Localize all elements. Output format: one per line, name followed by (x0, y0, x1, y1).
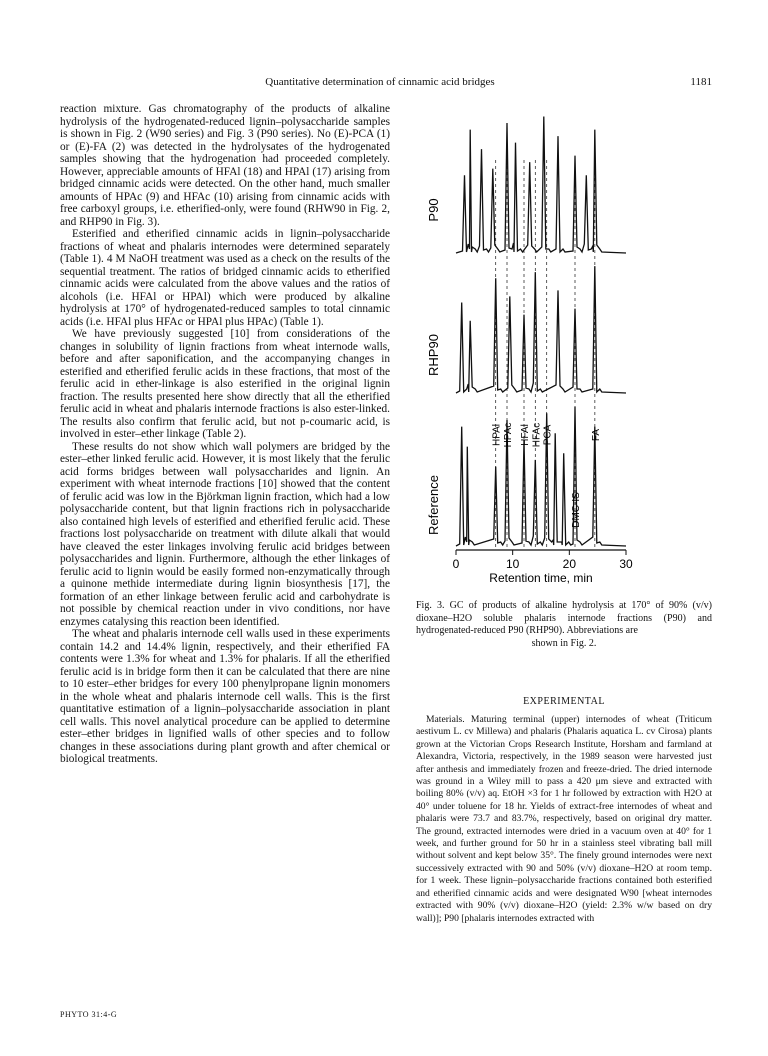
footer-code: PHYTO 31:4-G (60, 1010, 118, 1019)
running-head: Quantitative determination of cinnamic acid bridges (265, 76, 495, 88)
x-axis-title: Retention time, min (489, 571, 593, 585)
peak-label: HFAl (520, 424, 531, 446)
trace-label: Reference (426, 475, 441, 535)
figure-caption (416, 600, 712, 650)
trace-label: RHP90 (426, 334, 441, 376)
trace-label: P90 (426, 198, 441, 222)
trace-p90 (456, 117, 626, 254)
caption-text: Fig. 3. GC of products of alkaline hydrolysis at 170° of 90% (v/v) dioxane–H2O soluble phalaris internode fractions (P90) and hydrogenated-reduced P90 (RHP90). Abbreviations are (416, 600, 712, 636)
chromatogram-figure (416, 100, 712, 590)
trace-labels (426, 198, 441, 535)
trace-rhp90 (456, 266, 626, 393)
chromatogram-traces (456, 117, 626, 547)
x-tick-label: 30 (619, 557, 633, 571)
x-tick-label: 10 (505, 557, 520, 571)
paragraph: These results do not show which wall polymers are bridged by the ester–ether linked ferulic acid. However, it is most likely that the ferulic acid forms bridges between wall polysaccharides and lignin. An experiment with wheat internode fractions [10] showed that the content of ferulic acid was low in the Björkman lignin fraction, which had a low polysaccharide content, but that lignin fractions rich in polysaccharide also contained high levels of esterified and etherified ferulic acid. These fractions lost polysaccharide on treatment with dilute alkali that would have cleaved the ester linkages involving ferulic acid bridges between polysaccharides and lignin. Furthermore, although the ether linkages of ferulic acid to lignin would be easily formed non-enzymatically through a quinone methide intermediate during lignin biosynthesis [17], the formation of an ether linkage between ferulic acid and carbohydrate is not possible by chemical reaction under in vivo conditions, nor have enzymes catalysing this reaction been identified. (60, 440, 390, 628)
paragraph: We have previously suggested [10] from considerations of the changes in solubility of lignin fractions from wheat internode walls, before and after saponification, and the accompanying changes in esterified and etherified ferulic acids in these fractions, that most of the ferulic acid in ether-linkage is also esterified in the original lignin fraction. The results presented here show directly that all the etherified ferulic acid in wheat and phalaris internode fractions is also ester-linked. The results also confirm that ferulic acid, but not p-coumaric acid, is involved in ester–ether linkage (Table 2). (60, 328, 390, 440)
peak-label: HPAc (503, 422, 514, 448)
page-number: 1181 (690, 76, 712, 88)
peak-label: DMC-IS (571, 492, 582, 528)
x-tick-label: 20 (562, 557, 577, 571)
paragraph: Esterified and etherified cinnamic acids in lignin–polysaccharide fractions of wheat and phalaris internodes were determined separately (Table 1). 4 M NaOH treatment was used as a check on the results of the sequential treatment. The ratios of bridged cinnamic acids to etherified cinnamic acids were calculated from the above values and the ratios of alcohols (i.e. HFAl or HPAl) which were produced by alkaline hydrolysis at 170° of hydrogenated-reduced samples to total cinnamic acids (i.e. HFAl plus HFAc or HPAl plus HPAc) (Table 1). (60, 228, 390, 328)
paragraph: Materials. Maturing terminal (upper) internodes of wheat (Triticum aestivum L. cv Millewa) and phalaris (Phalaris aquatica L. cv Cirosa) plants grown at the Victorian Crops Research Institute, Horsham and farmland at Alexandra, Victoria, respectively, in the 1989 season were harvested just after anthesis and immediately frozen and freeze-dried. The dried internode was ground in a Wiley mill to pass a 420 μm sieve and extracted with boiling 80% (v/v) aq. EtOH ×3 for 1 hr followed by extraction with H2O at 40° under toluene for 18 hr. Yields of extract-free internodes of wheat and phalaris were 73.7 and 83.7%, respectively, based on original dry matter. The ground, extracted internodes were dried in a vacuum oven at 40° for 1 week, and further ground for 50 hr in a stainless steel vibrating ball mill without solvent and kept below 35°. The finely ground internodes were next successively extracted with 90 and 50% (v/v) dioxane–H2O at room temp. for 1 week. These lignin–polysaccharide fractions contained both esterified and etherified cinnamic acids and were designated W90 [wheat internodes extracted with 90% (v/v) dioxane–H2O (yield: 2.3% w/w based on dry wall)]; P90 [phalaris internodes extracted with (416, 714, 712, 924)
right-column (416, 714, 712, 925)
section-heading: EXPERIMENTAL (523, 696, 605, 707)
x-axis-ticks (453, 550, 633, 571)
paragraph: reaction mixture. Gas chromatography of the products of alkaline hydrolysis of the hydrogenated-reduced lignin–polysaccharide samples is shown in Fig. 2 (W90 series) and Fig. 3 (P90 series). No (E)-PCA (1) or (E)-FA (2) was detected in the hydrolysates of the hydrogenated samples showing that the hydrogenation had proceeded completely. However, appreciable amounts of HFAl (18) and HPAl (17) arising from bridged cinnamic acids were detected. On the other hand, much smaller amounts of HPAc (9) and HFAc (10) arising from cinnamic acids with free carboxyl groups, i.e. etherified-only, were found (RHW90 in Fig. 2, and RHP90 in Fig. 3). (60, 103, 390, 228)
x-tick-label: 0 (452, 557, 460, 571)
peak-label: FA (590, 428, 602, 442)
caption-last-line: shown in Fig. 2. (531, 637, 597, 649)
peak-label: HFAc (531, 422, 543, 448)
left-column (60, 103, 390, 766)
peak-label: PCA (542, 424, 554, 446)
chromatogram-plot (416, 100, 712, 590)
peak-label: HPAl (491, 423, 503, 447)
paragraph: The wheat and phalaris internode cell walls used in these experiments contain 14.2 and 14.4% lignin, respectively, and their etherified FA contents were 1.3% for wheat and 1.3% for phalaris. If all the etherified ferulic acid is in bridge form then it can be calculated that there are nine to 10 ester–ether bridges for every 100 phenylpropane lignin monomers in the whole wheat and phalaris internode cell walls. This is the first quantitative estimation of a lignin–polysaccharide association in plant cell walls. This novel analytical procedure can be applied to determine ester–ether bridges in lignified walls of other species and to follow changes in these associations during plant growth and after chemical or biological treatments. (60, 628, 390, 765)
